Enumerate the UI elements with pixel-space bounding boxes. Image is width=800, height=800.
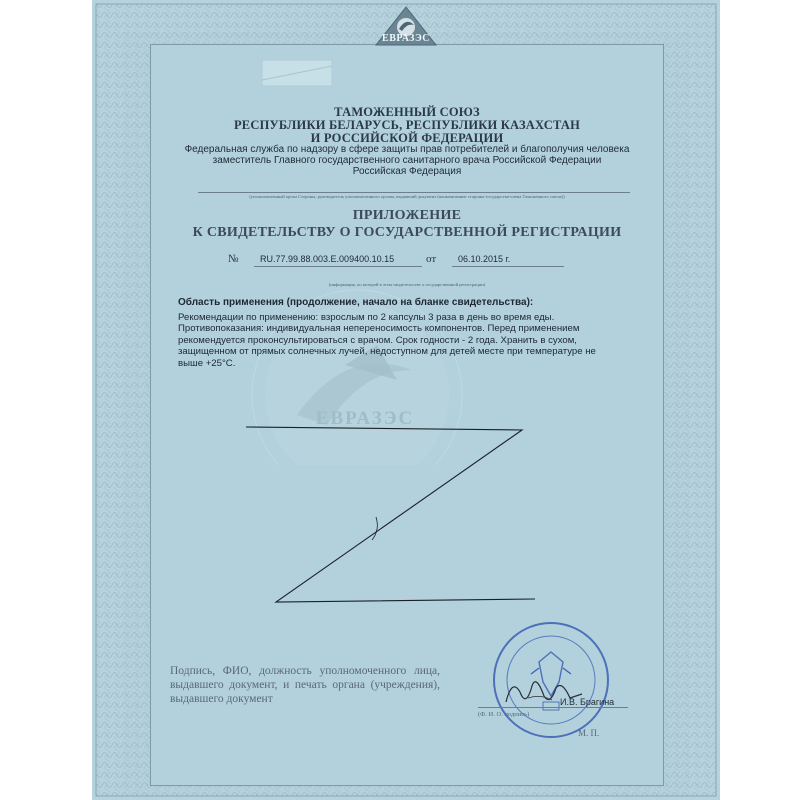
body-line-1: Рекомендации по применению: взрослым по 2 капсулы 3 раза в день во время еды. (178, 311, 555, 323)
signature-caption: Подпись, ФИО, должность уполномоченного лица, выдавшего документ, и печать органа (учреждения), выдавшего документ (170, 665, 440, 705)
body-line-5: выше +25°С. (178, 357, 236, 369)
registration-date: 06.10.2015 г. (458, 254, 511, 264)
body-line-4: защищенном от прямых солнечных лучей, недоступном для детей месте при температуре не (178, 346, 596, 357)
stamp-place-label: М. П. (578, 728, 600, 738)
emblem-text: ЕВРАЗЭС (382, 33, 430, 44)
number-sign: № (228, 253, 239, 265)
header-union: ТАМОЖЕННЫЙ СОЮЗ (334, 105, 480, 119)
title-appendix: ПРИЛОЖЕНИЕ (352, 208, 462, 223)
watermark-text: ЕВРАЗЭС (315, 408, 415, 429)
signer-name: И.В. Брагина (560, 697, 615, 707)
authority-caption: (уполномоченный орган Стороны, руководитель уполномоченного органа, выдавший документ (наименование стороны-государства-члена Таможенного союза)) (249, 194, 565, 199)
registration-number: RU.77.99.88.003.E.009400.10.15 (260, 254, 395, 264)
body-line-2: Противопоказания: индивидуальная непереносимость компонентов. Перед применением (178, 323, 580, 334)
title-certificate: К СВИДЕТЕЛЬСТВУ О ГОСУДАРСТВЕННОЙ РЕГИСТРАЦИИ (192, 225, 622, 240)
from-label: от (426, 253, 437, 265)
authority-line-2: заместитель Главного государственного санитарного врача Российской Федерации (212, 155, 602, 166)
authority-line-3: Российская Федерация (352, 166, 462, 177)
header-federation: И РОССИЙСКОЙ ФЕДЕРАЦИИ (310, 131, 504, 145)
body-line-3: рекомендуется проконсультироваться с врачом. Срок годности - 2 года. Хранить в сухом, (178, 334, 577, 346)
authority-line-1: Федеральная служба по надзору в сфере защиты прав потребителей и благополучия человека (184, 144, 630, 155)
handwritten-signature (500, 668, 590, 716)
fio-caption: (Ф. И. О. подпись) (478, 711, 530, 718)
scope-heading: Область применения (продолжение, начало на бланке свидетельства): (178, 297, 534, 308)
registration-caption: (информация, по которой в этом свидетельстве о государственной регистрации) (328, 282, 486, 287)
signature-underline (478, 707, 628, 708)
header-republics: РЕСПУБЛИКИ БЕЛАРУСЬ, РЕСПУБЛИКИ КАЗАХСТАН (233, 118, 581, 132)
